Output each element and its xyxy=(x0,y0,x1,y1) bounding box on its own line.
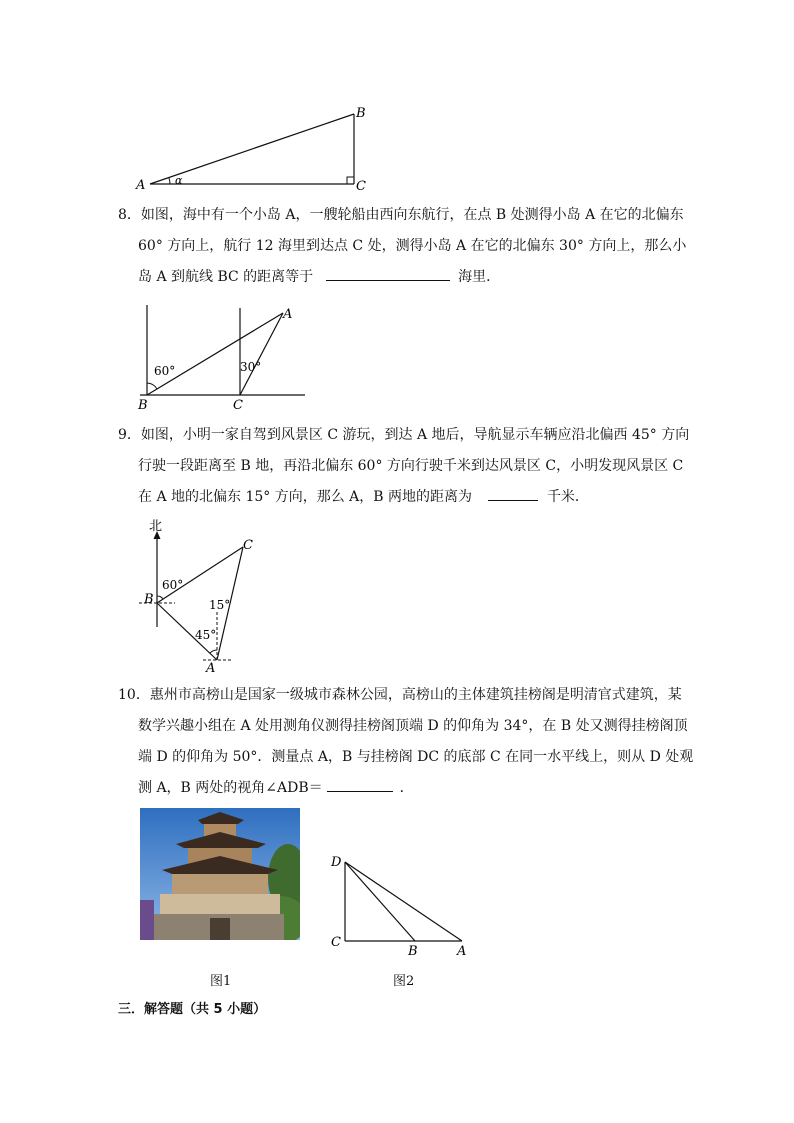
label-b: B xyxy=(144,592,154,607)
q8-line-3-text: 岛 A 到航线 BC 的距离等于 xyxy=(138,269,314,285)
label-a: A xyxy=(136,178,146,193)
q9-line-3-text: 在 A 地的北偏东 15° 方向，那么 A，B 两地的距离为 xyxy=(138,489,473,505)
figure-1-caption: 图1 xyxy=(210,974,232,989)
q8-line-2: 60° 方向上，航行 12 海里到达点 C 处，测得小岛 A 在它的北偏东 30° 方向上，那么小 xyxy=(138,238,687,254)
label-a: A xyxy=(457,944,467,959)
label-c: C xyxy=(331,935,341,950)
label-b: B xyxy=(138,398,148,413)
q10-line-2: 数学兴趣小组在 A 处用测角仪测得挂榜阁顶端 D 的仰角为 34°，在 B 处又测得挂榜阁顶 xyxy=(138,718,688,734)
q9-line-2: 行驶一段距离至 B 地，再沿北偏东 60° 方向行驶千米到达风景区 C，小明发现风景区 C xyxy=(138,458,684,474)
section-heading: 三．解答题（共 5 小题） xyxy=(118,1002,267,1017)
q10-line-4 xyxy=(138,773,414,804)
q10-line-1: 10．惠州市高榜山是国家一级城市森林公园，高榜山的主体建筑挂榜阁是明清官式建筑，某 xyxy=(118,687,682,703)
q9-line-1: 9．如图，小明一家自驾到风景区 C 游玩，到达 A 地后，导航显示车辆应沿北偏西 45° 方向 xyxy=(118,427,690,443)
q10-line-3: 端 D 的仰角为 50°．测量点 A，B 与挂榜阁 DC 的底部 C 在同一水平线上，则从 D 处观 xyxy=(138,749,694,765)
angle-15: 15° xyxy=(209,598,231,612)
q8-line-1: 8．如图，海中有一个小岛 A，一艘轮船由西向东航行，在点 B 处测得小岛 A 在它的北偏东 xyxy=(118,207,684,223)
q10-line-4-end: ． xyxy=(399,780,414,796)
label-d: D xyxy=(331,855,342,870)
label-alpha: α xyxy=(175,174,183,187)
angle-45: 45° xyxy=(195,628,217,642)
label-c: C xyxy=(356,179,366,194)
label-a: A xyxy=(283,307,293,322)
north-label: 北 xyxy=(149,519,163,534)
label-b: B xyxy=(408,944,418,959)
figure-q9 xyxy=(135,515,265,675)
answer-blank[interactable] xyxy=(488,485,538,501)
label-c: C xyxy=(243,538,253,553)
answer-blank[interactable] xyxy=(327,776,393,792)
q8-line-3-unit: 海里． xyxy=(458,269,501,285)
angle-30: 30° xyxy=(240,360,262,374)
q8-line-3 xyxy=(138,262,500,293)
figure-q10-fig2 xyxy=(325,850,475,960)
label-a: A xyxy=(206,661,216,675)
answer-blank[interactable] xyxy=(326,265,450,281)
q9-line-3 xyxy=(138,482,589,513)
angle-60: 60° xyxy=(154,364,176,378)
q9-line-3-unit: 千米． xyxy=(546,489,589,505)
pavilion-photo xyxy=(140,808,300,940)
label-b: B xyxy=(356,106,366,121)
angle-60: 60° xyxy=(162,578,184,592)
figure-2-caption: 图2 xyxy=(393,974,415,989)
figure-triangle-abc xyxy=(130,100,380,195)
label-c: C xyxy=(233,398,243,413)
q10-line-4-text: 测 A，B 两处的视角∠ADB＝ xyxy=(138,780,323,796)
figure-q8 xyxy=(130,300,310,415)
